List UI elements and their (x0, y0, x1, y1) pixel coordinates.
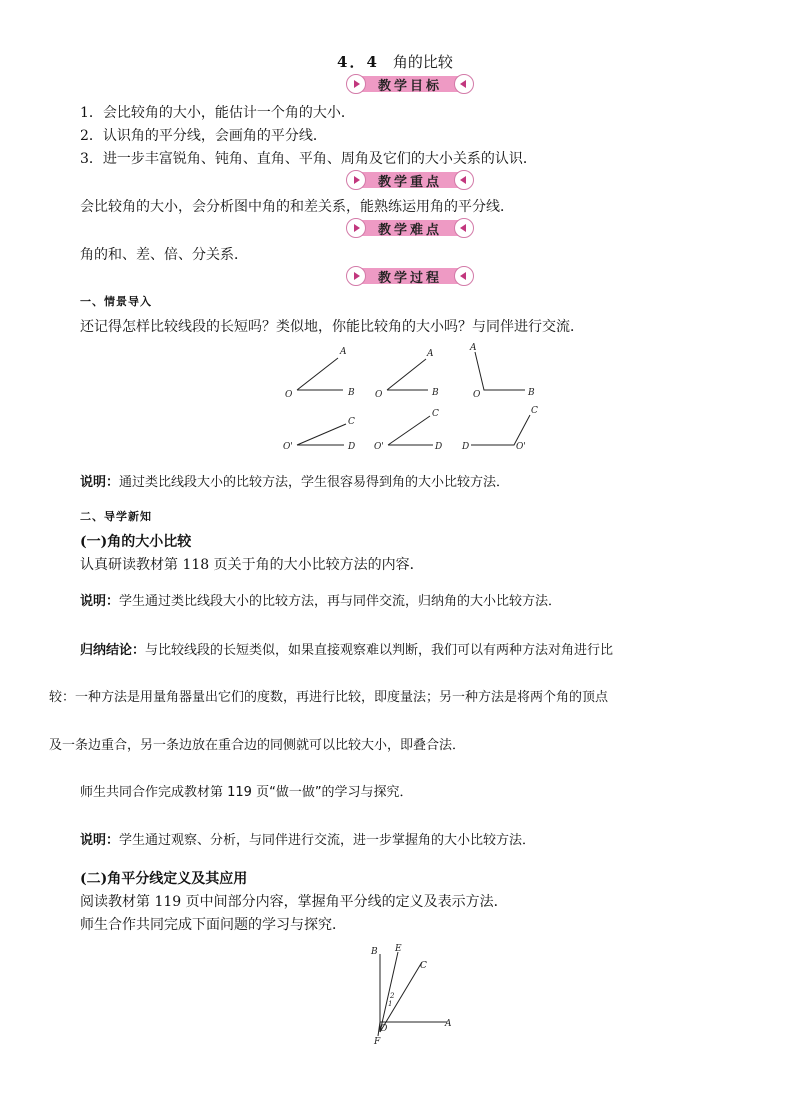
goal-item-2: 2．认识角的平分线，会画角的平分线． (80, 128, 327, 144)
label-O1-prime: O' (283, 442, 293, 452)
label-D1: D (348, 442, 356, 452)
title-text: 角的比较 (392, 53, 453, 71)
note-2 (80, 590, 561, 609)
label-D3: D (462, 442, 470, 452)
angle-AOB-3 (475, 352, 525, 390)
paragraph-2: 师生共同合作完成教材第 119 页“做一做”的学习与探究． (80, 785, 413, 800)
ray-OC-2 (388, 416, 430, 445)
label-O2: O (375, 390, 383, 400)
section-heading-1: 一、情景导入 (80, 295, 152, 308)
ray-OC-1 (297, 424, 346, 445)
banner-label: 教学重点 (377, 175, 442, 190)
note-1 (80, 471, 509, 490)
goal-item-1: 1．会比较角的大小，能估计一个角的大小． (80, 105, 355, 121)
conclusion-line-2: 较：一种方法是用量角器量出它们的度数，再进行比较，即度量法；另一种方法是将两个角的顶点 (49, 690, 609, 705)
label-A1: A (340, 347, 347, 357)
section-number: 4．4 (337, 53, 379, 71)
label-A3: A (470, 343, 477, 353)
label-A2: A (427, 349, 434, 359)
label-C3: C (531, 406, 538, 416)
ray-OE (380, 952, 398, 1032)
label-C: C (420, 961, 427, 971)
key-points-text: 会比较角的大小，会分析图中角的和差关系，能熟练运用角的平分线． (80, 199, 514, 215)
banner-key-points (346, 170, 474, 190)
note-label: 说明： (80, 475, 120, 490)
label-D2: D (435, 442, 443, 452)
label-angle-2: 2 (390, 992, 395, 1000)
conclusion-text-1: 与比较线段的长短类似，如果直接观察难以判断，我们可以有两种方法对角进行比 (145, 643, 614, 658)
conclusion-line-1 (80, 639, 613, 658)
banner-teaching-goals (346, 74, 474, 94)
label-O1: O (285, 390, 293, 400)
note-3 (80, 829, 535, 848)
label-C2: C (432, 409, 439, 419)
difficult-points-text: 角的和、差、倍、分关系． (80, 247, 248, 263)
note-label: 说明： (80, 833, 120, 848)
subheading-angle-comparison: (一)角的大小比较 (80, 534, 192, 550)
conclusion-label: 归纳结论： (80, 643, 146, 658)
label-C1: C (348, 417, 355, 427)
ray-OA-2 (387, 359, 426, 390)
angle-COD-3 (471, 415, 530, 445)
banner-label: 教学目标 (377, 79, 442, 94)
note-text: 学生通过观察、分析，与同伴进行交流，进一步掌握角的大小比较方法． (119, 833, 536, 848)
ray-OA-1 (297, 358, 338, 390)
paragraph-1: 认真研读教材第 118 页关于角的大小比较方法的内容． (80, 557, 424, 573)
banner-teaching-process (346, 266, 474, 286)
label-B3: B (528, 388, 535, 398)
paragraph-3: 阅读教材第 119 页中间部分内容，掌握角平分线的定义及表示方法． (80, 894, 508, 910)
label-O3: O (473, 390, 481, 400)
label-O: O (380, 1024, 388, 1034)
page-title (0, 51, 790, 72)
label-B1: B (348, 388, 355, 398)
banner-label: 教学过程 (377, 271, 442, 286)
banner-difficult-points (346, 218, 474, 238)
banner-label: 教学难点 (377, 223, 442, 238)
label-angle-1: 1 (388, 1000, 393, 1008)
paragraph-4: 师生合作共同完成下面问题的学习与探究． (80, 917, 346, 933)
note-label: 说明： (80, 594, 120, 609)
angle-bisector-figure (360, 940, 470, 1050)
goal-item-3: 3．进一步丰富锐角、钝角、直角、平角、周角及它们的大小关系的认识． (80, 151, 537, 167)
note-text: 通过类比线段大小的比较方法，学生很容易得到角的大小比较方法． (119, 475, 510, 490)
section-heading-2: 二、导学新知 (80, 510, 152, 523)
label-B: B (371, 947, 378, 957)
angle-comparison-figure (280, 340, 550, 455)
label-O2-prime: O' (374, 442, 384, 452)
note-text: 学生通过类比线段大小的比较方法，再与同伴交流，归纳角的大小比较方法． (119, 594, 562, 609)
label-F: F (374, 1037, 381, 1047)
subheading-angle-bisector: (二)角平分线定义及其应用 (80, 871, 248, 887)
label-A: A (445, 1019, 452, 1029)
label-E: E (395, 944, 402, 954)
label-O3-prime: O' (516, 442, 526, 452)
section1-text: 还记得怎样比较线段的长短吗？类似地，你能比较角的大小吗？与同伴进行交流． (80, 319, 584, 335)
conclusion-line-3: 及一条边重合，另一条边放在重合边的同侧就可以比较大小，即叠合法． (49, 738, 466, 753)
label-B2: B (432, 388, 439, 398)
